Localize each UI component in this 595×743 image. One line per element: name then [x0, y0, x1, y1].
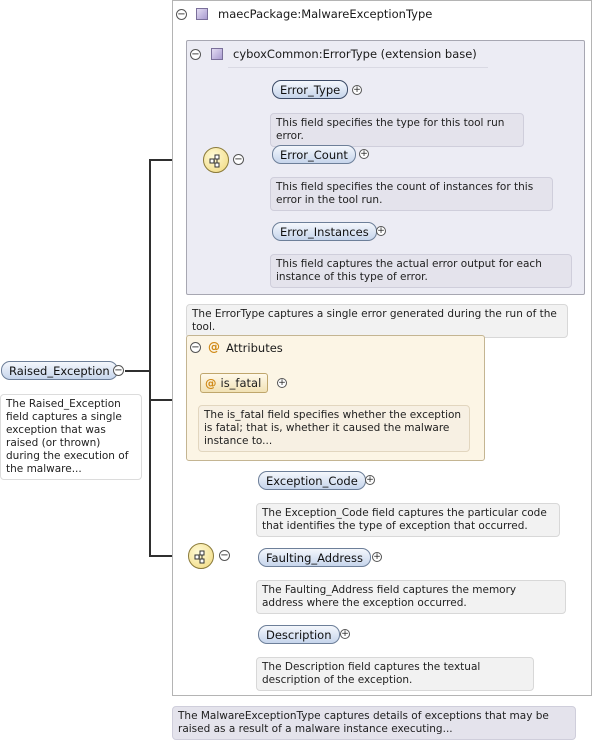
sequence-compositor-icon[interactable] [203, 147, 229, 173]
error-instances-doc: This field captures the actual error output for each instance of this type of error. [270, 254, 572, 288]
expand-error-type-button[interactable]: + [353, 85, 361, 95]
sequence-compositor-icon[interactable] [188, 543, 214, 569]
complex-type-icon [196, 8, 208, 20]
attributes-at-icon: @ [208, 340, 220, 354]
collapse-root-button[interactable]: − [114, 365, 123, 376]
root-element-raised-exception[interactable]: Raised_Exception [1, 361, 118, 380]
attribute-name: is_fatal [220, 376, 262, 390]
expand-faulting-address-button[interactable]: + [373, 552, 381, 562]
type-title: maecPackage:MalwareExceptionType [218, 7, 433, 21]
is-fatal-doc: The is_fatal field specifies whether the exception is fatal; that is, whether it caused the malware instance to... [198, 405, 470, 452]
collapse-sequence-button[interactable]: − [234, 154, 243, 165]
element-description[interactable]: Description [258, 625, 340, 644]
expand-is-fatal-button[interactable]: + [278, 378, 286, 388]
expand-error-count-button[interactable]: + [360, 149, 368, 159]
attribute-is-fatal[interactable] [200, 373, 268, 393]
complex-type-icon [211, 48, 223, 60]
attribute-at-icon: @ [205, 376, 217, 390]
extension-doc: The ErrorType captures a single error generated during the run of the tool. [186, 304, 568, 338]
header-divider [228, 67, 488, 68]
expand-description-button[interactable]: + [341, 629, 349, 639]
element-exception-code[interactable]: Exception_Code [258, 471, 366, 490]
element-faulting-address[interactable]: Faulting_Address [258, 548, 371, 567]
element-error-instances[interactable]: Error_Instances [272, 222, 377, 241]
description-doc: The Description field captures the textual description of the exception. [256, 657, 534, 691]
element-error-type[interactable]: Error_Type [272, 80, 348, 99]
collapse-type-button[interactable]: − [177, 9, 186, 20]
extension-title: cyboxCommon:ErrorType (extension base) [233, 47, 477, 61]
type-doc: The MalwareExceptionType captures details of exceptions that may be raised as a result of a malware instance executing... [172, 706, 576, 740]
element-error-count[interactable]: Error_Count [272, 145, 356, 164]
root-doc: The Raised_Exception field captures a single exception that was raised (or thrown) during the execution of the malware... [0, 394, 142, 480]
attributes-title: Attributes [226, 341, 283, 355]
expand-exception-code-button[interactable]: + [366, 475, 374, 485]
error-type-doc: This field specifies the type for this tool run error. [270, 113, 524, 147]
collapse-extension-button[interactable]: − [191, 49, 200, 60]
error-count-doc: This field specifies the count of instances for this error in the tool run. [270, 177, 553, 211]
collapse-sequence-button[interactable]: − [220, 550, 229, 561]
collapse-attributes-button[interactable]: − [191, 342, 200, 353]
expand-error-instances-button[interactable]: + [377, 226, 385, 236]
faulting-address-doc: The Faulting_Address field captures the memory address where the exception occurred. [256, 580, 566, 614]
exception-code-doc: The Exception_Code field captures the particular code that identifies the type of exception that occurred. [256, 503, 560, 537]
